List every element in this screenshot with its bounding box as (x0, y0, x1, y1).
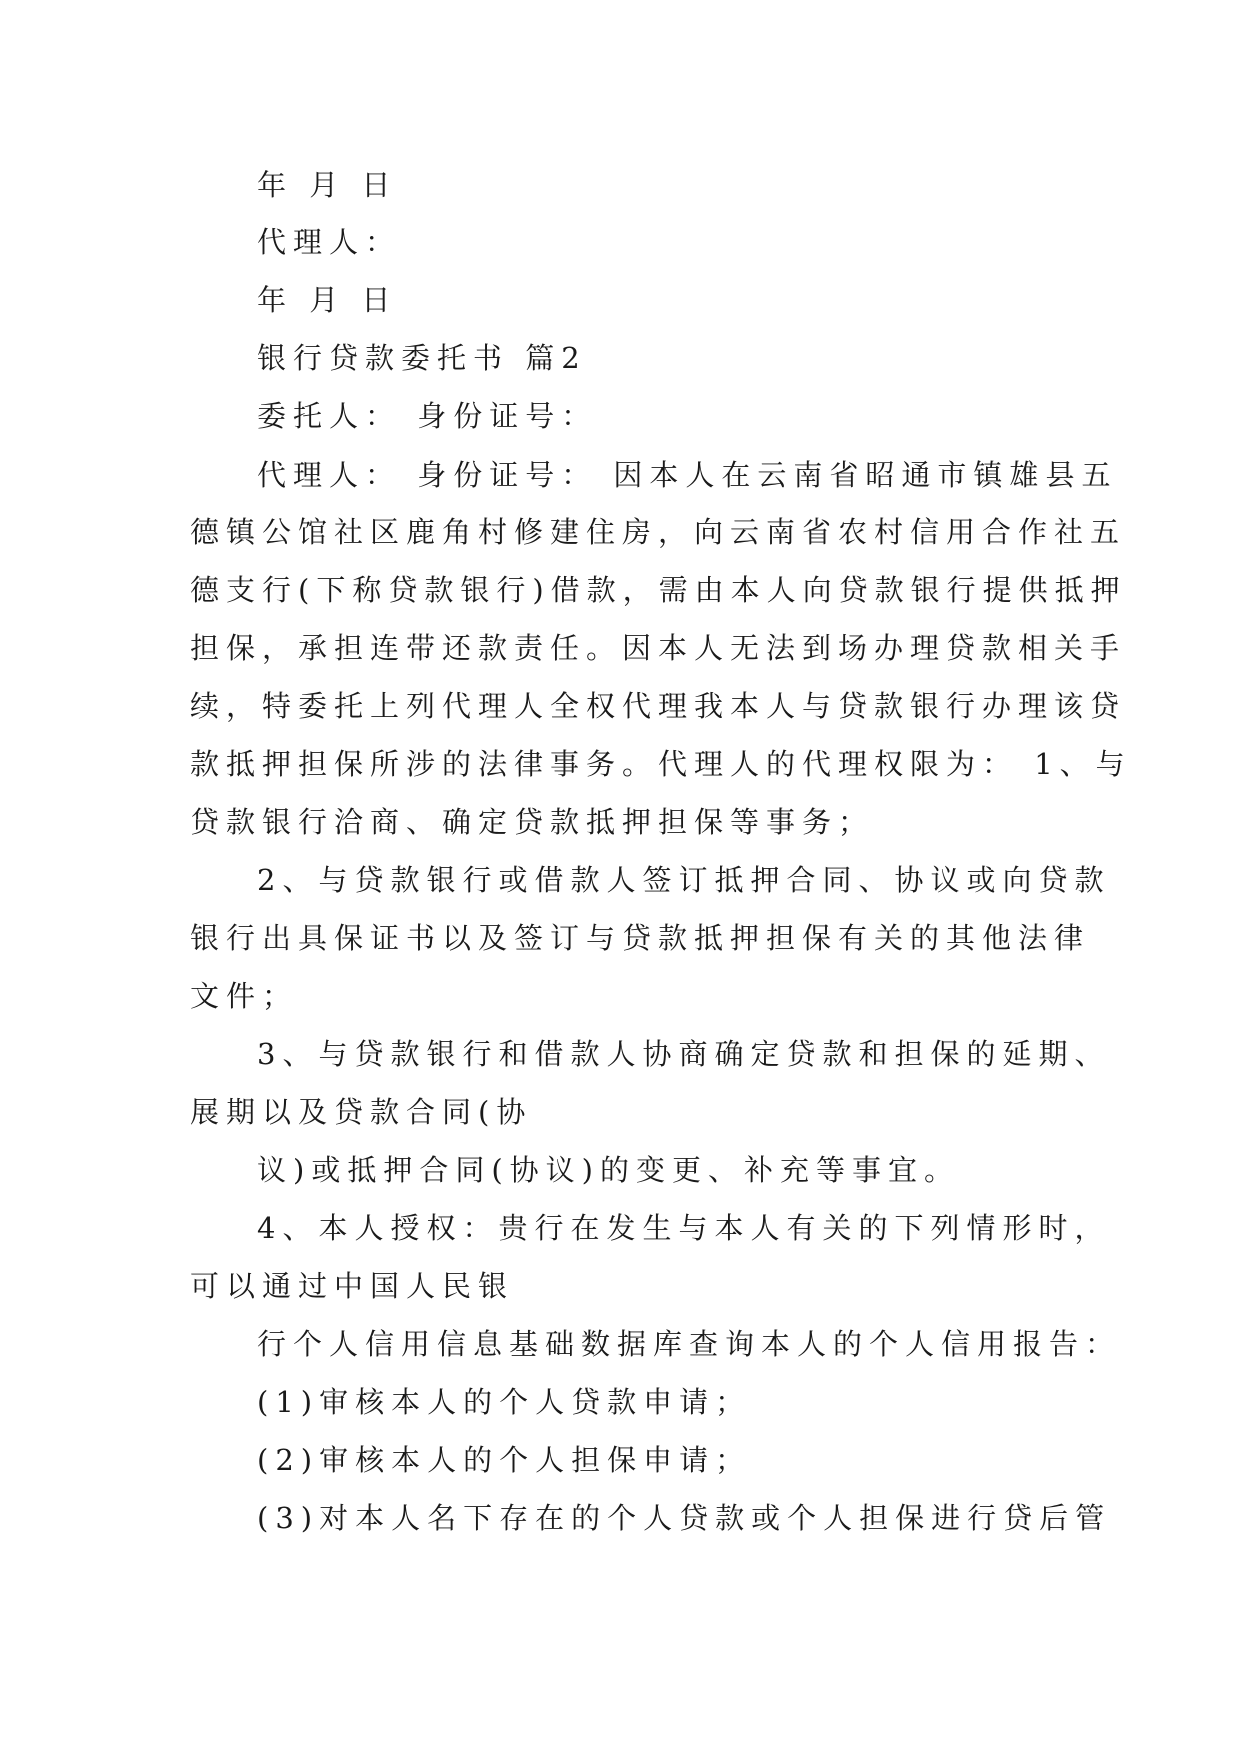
paragraph-line: 续，特委托上列代理人全权代理我本人与贷款银行办理该贷 (190, 689, 1127, 723)
agent-signature-line: 代理人： (257, 225, 402, 259)
paragraph-line: 可以通过中国人民银 (190, 1269, 515, 1303)
paragraph-line: 展期以及贷款合同(协 (190, 1095, 533, 1129)
sub-item-2: (2)审核本人的个人担保申请； (257, 1443, 752, 1477)
paragraph-line: 担保，承担连带还款责任。因本人无法到场办理贷款相关手 (190, 631, 1127, 665)
paragraph-line: 银行出具保证书以及签订与贷款抵押担保有关的其他法律 (190, 921, 1091, 955)
paragraph-line: 行个人信用信息基础数据库查询本人的个人信用报告： (257, 1327, 1122, 1361)
list-item-2: 2、与贷款银行或借款人签订抵押合同、协议或向贷款 (257, 863, 1111, 897)
sub-item-3: (3)对本人名下存在的个人贷款或个人担保进行贷后管 (257, 1501, 1112, 1535)
paragraph-line: 德镇公馆社区鹿角村修建住房，向云南省农村信用合作社五 (190, 515, 1127, 549)
paragraph-line: 议)或抵押合同(协议)的变更、补充等事宜。 (257, 1153, 960, 1187)
paragraph-line: 款抵押担保所涉的法律事务。代理人的代理权限为： 1、与 (190, 747, 1132, 781)
paragraph-line: 贷款银行洽商、确定贷款抵押担保等事务； (190, 805, 875, 839)
sub-item-1: (1)审核本人的个人贷款申请； (257, 1385, 752, 1419)
date-line: 年 月 日 (257, 168, 398, 202)
list-item-4: 4、本人授权：贵行在发生与本人有关的下列情形时， (257, 1211, 1111, 1245)
section-heading: 银行贷款委托书 篇2 (257, 341, 587, 375)
paragraph-line: 德支行(下称贷款银行)借款，需由本人向贷款银行提供抵押 (190, 573, 1127, 607)
date-line: 年 月 日 (257, 283, 398, 317)
paragraph-line: 代理人： 身份证号： 因本人在云南省昭通市镇雄县五 (257, 458, 1118, 492)
paragraph-line: 文件； (190, 979, 299, 1013)
principal-line: 委托人： 身份证号： (257, 399, 598, 433)
list-item-3: 3、与贷款银行和借款人协商确定贷款和担保的延期、 (257, 1037, 1111, 1071)
